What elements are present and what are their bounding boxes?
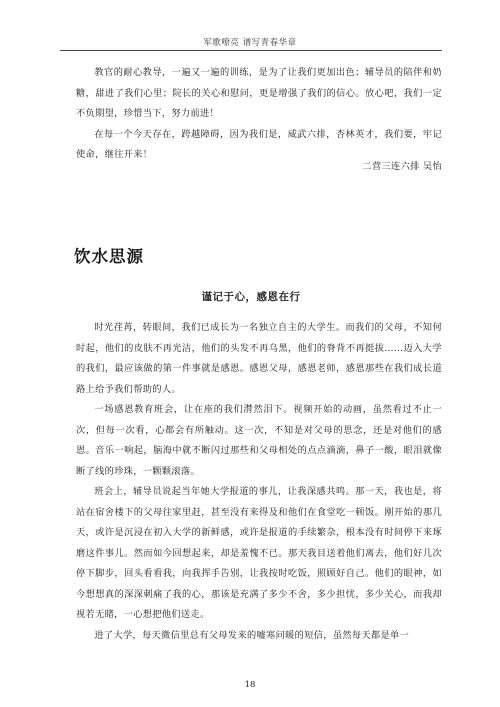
signature: 二营三连六排 吴怡 [362,161,442,172]
section-title: 饮水思源 [74,247,144,266]
article-paragraph: 一场感恩教育班会，让在座的我们潸然泪下。视频开始的动画，虽然看过不止一次，但每一次看，心都会有所触动。这一次，不知是对父母的思念，还是对他们的感恩。音乐一响起，脑海中就不断闪过那些和父母相处的点点滴滴，鼻子一酸，眼泪就像断了线的珍珠，一颗颗滚落。 [76,404,442,477]
top-section [76,63,442,166]
top-paragraph: 在每一个今天存在，跨越障碍，因为我们是，威武六排，杏林英才，我们要，牢记使命，继往开来！ [76,128,442,160]
header-rule [60,50,442,51]
article-title: 谨记于心，感恩在行 [201,291,301,303]
article-body [76,318,442,646]
running-header: 军歌嘹亮 谱写青春华章 [203,38,297,48]
top-paragraph: 教官的耐心教导，一遍又一遍的训练，是为了让我们更加出色；辅导员的陪伴和奶糖，甜进了我们心里；院长的关心和慰问，更是增强了我们的信心。放心吧，我们一定不负期望，珍惜当下，努力前进！ [76,67,442,119]
article-paragraph: 班会上，辅导员说起当年她大学报道的事儿，让我深感共鸣。那一天，我也是，将站在宿舍楼下的父母往家里赶，甚至没有来得及和他们在食堂吃一顿饭。刚开始的那几天，或许是沉浸在初入大学的新鲜感，或许是报道的手续繁杂，根本没有时间停下来琢磨这件事儿。然而如今回想起来，却是羞愧不已。那天我目送着他们离去，他们好几次停下脚步，回头看看我，向我挥手告别，让我按时吃饭，照顾好自己。他们的眼神，如今想想真的深深刺痛了我的心，那该是充满了多少不舍，多少担忧，多少关心，而我却视若无睹，一心想把他们送走。 [76,486,442,620]
article-paragraph: 进了大学，每天微信里总有父母发来的嘘寒问暖的短信，虽然每天都是单一 [94,629,410,641]
article-paragraph: 时光荏苒，转眼间，我们已成长为一名独立自主的大学生。而我们的父母，不知何时起，他们的皮肤不再光洁，他们的头发不再乌黑，他们的脊背不再挺拔……迈入大学的我们，最应该做的第一件事就是感恩。感恩父母，感恩老师，感恩那些在我们成长道路上给予我们帮助的人。 [76,322,442,395]
page-number: 18 [244,680,256,690]
